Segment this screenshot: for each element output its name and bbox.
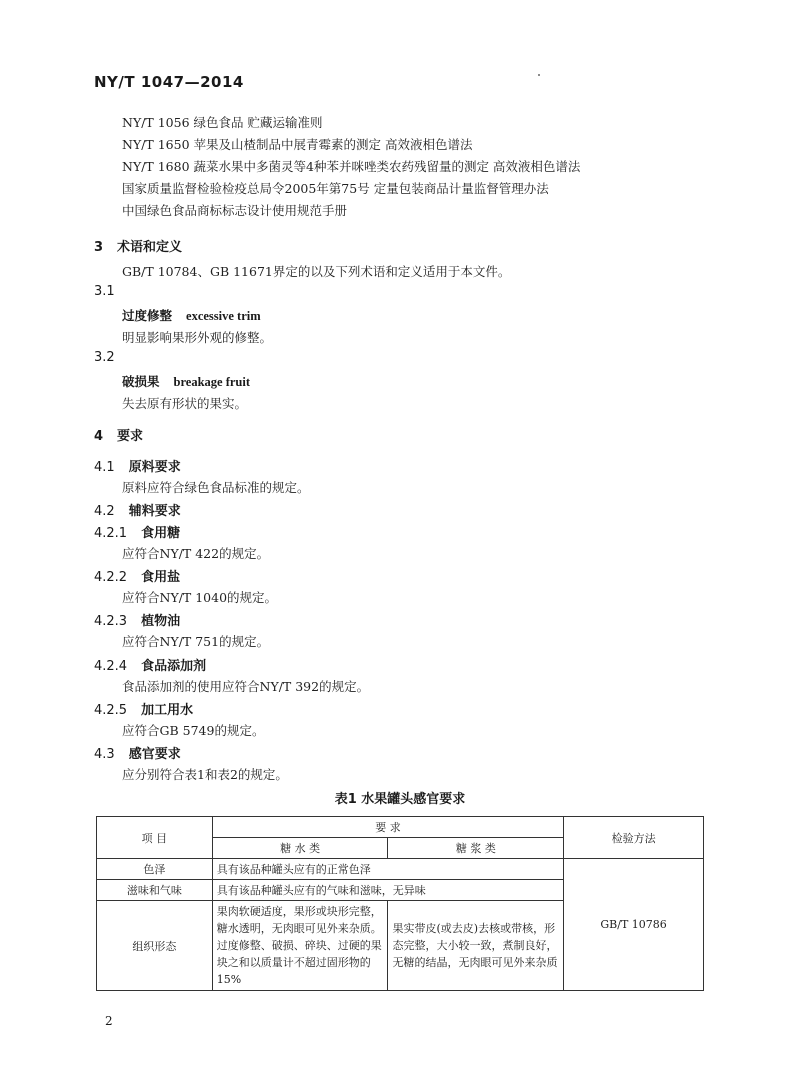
section-number: 4: [94, 429, 104, 444]
reference-item: NY/T 1056 绿色食品 贮藏运输准则: [122, 115, 323, 130]
clause-number: 4.2.4: [94, 659, 128, 674]
header-item: 项 目: [97, 817, 213, 859]
jam-requirement: 果实带皮(或去皮)去核或带核，形态完整，大小较一致，煮制良好，无糖的结晶，无肉眼可见外来杂质: [388, 901, 564, 991]
row-value: 具有该品种罐头应有的气味和滋味，无异味: [212, 880, 563, 901]
subsection-title: 原料要求: [128, 460, 181, 475]
header-syrup: 糖 水 类: [212, 838, 388, 859]
term-zh: 过度修整: [122, 308, 173, 323]
header-method: 检验方法: [564, 817, 704, 859]
row-label: 组织形态: [97, 901, 213, 991]
reference-item: NY/T 1680 蔬菜水果中多菌灵等4种苯并咪唑类农药残留量的测定 高效液相色谱法: [122, 159, 581, 174]
row-value: 具有该品种罐头应有的正常色泽: [212, 859, 563, 880]
term-en: excessive trim: [186, 309, 261, 323]
clause-text: 应符合NY/T 751的规定。: [122, 634, 270, 649]
section-4-heading: [94, 425, 143, 444]
section-title: 要求: [117, 429, 144, 444]
clause-title: 食用糖: [141, 526, 181, 541]
subsection-heading: [94, 500, 181, 519]
row-label: 滋味和气味: [97, 880, 213, 901]
clause-heading: [94, 522, 180, 541]
page-number: 2: [105, 1014, 113, 1028]
reference-item: NY/T 1650 苹果及山楂制品中展青霉素的测定 高效液相色谱法: [122, 137, 473, 152]
clause-heading: [94, 566, 180, 585]
subsection-text: 原料应符合绿色食品标准的规定。: [122, 480, 310, 495]
subsection-heading: [94, 456, 181, 475]
clause-title: 食用盐: [141, 570, 181, 585]
clause-number: 4.2.2: [94, 570, 128, 585]
clause-text: 应符合GB 5749的规定。: [122, 723, 265, 738]
term-zh: 破损果: [122, 374, 160, 389]
clause-heading: [94, 655, 206, 674]
clause-number: 4.2.1: [94, 526, 128, 541]
subsection-number: 4.2: [94, 504, 115, 519]
section-number: 3: [94, 240, 104, 255]
header-requirement: 要 求: [212, 817, 563, 838]
scan-speck: [538, 74, 540, 76]
table-header-row: [97, 817, 704, 838]
subsection-heading: [94, 743, 181, 762]
term-number: 3.1: [94, 284, 115, 299]
reference-item: 国家质量监督检验检疫总局令2005年第75号 定量包装商品计量监督管理办法: [122, 181, 549, 196]
subsection-title: 感官要求: [128, 747, 181, 762]
clause-text: 应符合NY/T 1040的规定。: [122, 590, 278, 605]
term-definition: 失去原有形状的果实。: [122, 396, 248, 411]
clause-number: 4.2.3: [94, 614, 128, 629]
method-cell: GB/T 10786: [564, 859, 704, 991]
term-title: [122, 372, 250, 390]
syrup-requirement: 果肉软硬适度，果形或块形完整，糖水透明，无肉眼可见外来杂质。过度修整、破损、碎块、过硬的果块之和以质量计不超过固形物的15%: [212, 901, 388, 991]
clause-title: 加工用水: [141, 703, 194, 718]
subsection-number: 4.3: [94, 747, 115, 762]
clause-text: 食品添加剂的使用应符合NY/T 392的规定。: [122, 679, 370, 694]
term-en: breakage fruit: [173, 375, 251, 389]
header-jam: 糖 浆 类: [388, 838, 564, 859]
term-definition: 明显影响果形外观的修整。: [122, 330, 273, 345]
clause-heading: [94, 699, 193, 718]
sensory-requirements-table: [96, 816, 704, 991]
clause-heading: [94, 610, 180, 629]
section-3-heading: [94, 236, 182, 255]
section-title: 术语和定义: [117, 240, 183, 255]
table-caption: 表1 水果罐头感官要求: [334, 792, 466, 807]
clause-title: 植物油: [141, 614, 181, 629]
subsection-number: 4.1: [94, 460, 115, 475]
clause-title: 食品添加剂: [141, 659, 207, 674]
subsection-title: 辅料要求: [128, 504, 181, 519]
clause-number: 4.2.5: [94, 703, 128, 718]
clause-text: 应符合NY/T 422的规定。: [122, 546, 270, 561]
row-label: 色泽: [97, 859, 213, 880]
standard-code-header: NY/T 1047—2014: [94, 73, 244, 91]
table-row: [97, 859, 704, 880]
term-number: 3.2: [94, 350, 115, 365]
reference-item: 中国绿色食品商标标志设计使用规范手册: [122, 203, 348, 218]
subsection-text: 应分别符合表1和表2的规定。: [122, 767, 288, 782]
term-title: [122, 306, 261, 324]
section-3-intro: GB/T 10784、GB 11671界定的以及下列术语和定义适用于本文件。: [122, 264, 511, 279]
